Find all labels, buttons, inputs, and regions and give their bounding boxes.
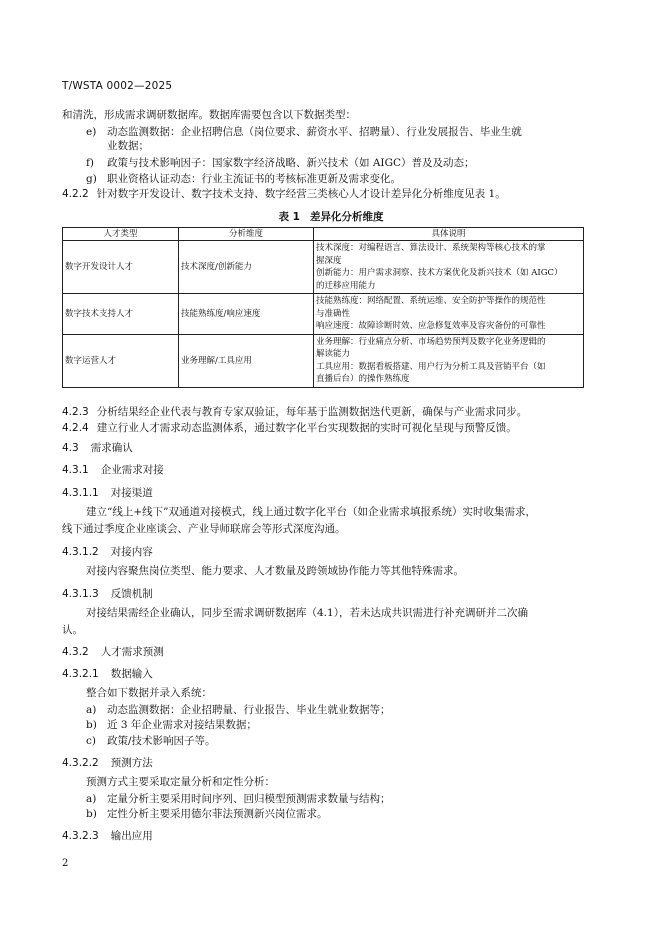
description-line: 的迁移应用能力 <box>316 280 376 291</box>
heading-4-3-1 <box>62 463 164 477</box>
section-text: 针对数字开发设计、数字技术支持、数字经营三类核心人才设计差异化分析维度见表 1。 <box>96 188 506 200</box>
description-line: 创新能力：用户需求洞察、技术方案优化及新兴技术（如 AIGC） <box>316 268 563 278</box>
table-header-cell: 具体说明 <box>314 228 584 241</box>
table-header-cell: 人才类型 <box>63 228 179 241</box>
section-4-2-2 <box>62 187 506 201</box>
description-line: 与准确性 <box>316 308 351 319</box>
description-line: 工具应用：数据看板搭建、用户行为分析工具及营销平台（如 <box>316 361 546 372</box>
dimension-cell: 业务理解/工具应用 <box>179 334 314 387</box>
section-title: 输出应用 <box>110 830 153 842</box>
section-number: 4.2.2 <box>62 188 89 200</box>
paragraph-line: 认。 <box>62 624 83 636</box>
section-number: 4.3.2.1 <box>62 668 99 680</box>
list-mark: f) <box>86 157 94 169</box>
section-title: 人才需求预测 <box>100 646 164 658</box>
list-item-b <box>86 807 328 821</box>
list-item-b <box>86 718 257 732</box>
description-cell <box>314 294 584 335</box>
list-mark: b) <box>86 808 97 820</box>
heading-4-3-1-3 <box>62 587 153 601</box>
section-title: 数据输入 <box>110 668 153 680</box>
section-text: 建立行业人才需求动态监测体系，通过数字化平台实现数据的实时可视化呈现与预警反馈。 <box>96 422 517 434</box>
section-title: 需求确认 <box>90 442 133 454</box>
list-item-e-continuation: 业数据； <box>107 140 149 152</box>
dimension-cell: 技能熟练度/响应速度 <box>179 294 314 335</box>
description-line: 业务理解：行业痛点分析、市场趋势预判及数字化业务逻辑的 <box>316 336 546 347</box>
heading-4-3-1-1 <box>62 486 153 500</box>
talent-type-cell: 数字技术支持人才 <box>63 294 179 335</box>
list-text: 定量分析主要采用时间序列、回归模型预测需求数量与结构； <box>107 793 391 805</box>
table-caption <box>0 209 662 224</box>
talent-type-cell: 数字开发设计人才 <box>63 241 179 294</box>
table-caption-number: 表 1 <box>278 211 300 223</box>
section-number: 4.2.3 <box>62 406 89 418</box>
section-number: 4.3.1.3 <box>62 588 99 600</box>
section-number: 4.3.2 <box>62 646 89 658</box>
section-number: 4.3.1 <box>62 464 89 476</box>
section-text: 分析结果经企业代表与教育专家双验证，每年基于监测数据迭代更新，确保与产业需求同步。 <box>96 406 528 418</box>
list-item-c <box>86 734 216 748</box>
heading-4-3 <box>62 441 133 455</box>
list-mark: a) <box>86 793 97 805</box>
table-row <box>63 294 584 335</box>
section-title: 企业需求对接 <box>100 464 164 476</box>
paragraph-line: 建立“线上+线下”双通道对接模式，线上通过数字化平台（如企业需求填报系统）实时收集需求， <box>86 506 537 518</box>
section-number: 4.3.2.3 <box>62 830 99 842</box>
section-4-2-4 <box>62 421 517 435</box>
list-text: 动态监测数据：企业招聘量、行业报告、毕业生就业数据等； <box>107 704 391 716</box>
list-text: 职业资格认证动态：行业主流证书的考核标准更新及需求变化。 <box>107 173 401 185</box>
paragraph-line: 线下通过季度企业座谈会、产业导师联席会等形式深度沟通。 <box>62 523 346 535</box>
description-line: 解读能力 <box>316 349 351 359</box>
heading-4-3-2-1 <box>62 667 153 681</box>
talent-type-cell: 数字运营人才 <box>63 334 179 387</box>
paragraph-line: 对接结果需经企业确认，同步至需求调研数据库（4.1），若未达成共识需进行补充调研并二次确 <box>86 607 528 619</box>
description-line: 技术深度：对编程语言、算法设计、系统架构等核心技术的掌 <box>316 243 546 253</box>
heading-4-3-2-2 <box>62 756 153 770</box>
document-number: T/WSTA 0002—2025 <box>62 80 173 92</box>
list-mark: b) <box>86 719 97 731</box>
analysis-dimension-table <box>62 227 584 388</box>
table-caption-title: 差异化分析维度 <box>309 211 384 223</box>
list-text: 定性分析主要采用德尔菲法预测新兴岗位需求。 <box>107 808 328 820</box>
paragraph-line: 整合如下数据并录入系统： <box>86 687 212 699</box>
list-mark: a) <box>86 704 97 716</box>
list-item-g <box>86 172 401 186</box>
section-number: 4.3.1.2 <box>62 546 99 558</box>
table-header-row <box>63 228 584 241</box>
section-number: 4.3.2.2 <box>62 757 99 769</box>
table-row <box>63 334 584 387</box>
paragraph-line: 预测方式主要采取定量分析和定性分析： <box>86 776 275 788</box>
list-mark: g) <box>86 173 97 185</box>
description-line: 技能熟练度：网络配置、系统运维、安全防护等操作的规范性 <box>316 296 546 306</box>
list-text: 政策/技术影响因子等。 <box>107 735 216 747</box>
description-cell <box>314 334 584 387</box>
table-header-cell: 分析维度 <box>179 228 314 241</box>
intro-line: 和清洗，形成需求调研数据库。数据库需要包含以下数据类型： <box>62 109 356 121</box>
section-number: 4.2.4 <box>62 422 89 434</box>
description-cell <box>314 241 584 294</box>
section-title: 对接内容 <box>110 546 153 558</box>
heading-4-3-2 <box>62 645 164 659</box>
list-text: 政策与技术影响因子：国家数字经济战略、新兴技术（如 AIGC）普及及动态； <box>107 157 475 169</box>
heading-4-3-2-3 <box>62 829 153 843</box>
list-mark: c) <box>86 735 96 747</box>
description-line: 响应速度：故障诊断时效、应急修复效率及容灾备份的可靠性 <box>316 321 546 331</box>
list-mark: e) <box>86 126 97 138</box>
table-row <box>63 241 584 294</box>
list-text: 动态监测数据：企业招聘信息（岗位要求、薪资水平、招聘量）、行业发展报告、毕业生就 <box>107 126 522 138</box>
paragraph-line: 对接内容聚焦岗位类型、能力要求、人才数量及跨领域协作能力等其他特殊需求。 <box>86 565 464 577</box>
heading-4-3-1-2 <box>62 545 153 559</box>
description-line: 握深度 <box>316 255 342 266</box>
section-title: 对接渠道 <box>110 487 153 499</box>
dimension-cell: 技术深度/创新能力 <box>179 241 314 294</box>
section-title: 反馈机制 <box>110 588 153 600</box>
page-number: 2 <box>62 858 69 869</box>
list-item-f <box>86 156 475 170</box>
section-title: 预测方法 <box>110 757 153 769</box>
description-line: 直播后台）的操作熟练度 <box>316 374 410 384</box>
list-item-a <box>86 792 391 806</box>
section-4-2-3 <box>62 405 527 419</box>
section-number: 4.3.1.1 <box>62 487 99 499</box>
list-item-e <box>86 125 522 139</box>
list-item-a <box>86 703 391 717</box>
list-text: 近 3 年企业需求对接结果数据； <box>107 719 257 731</box>
section-number: 4.3 <box>62 442 79 454</box>
